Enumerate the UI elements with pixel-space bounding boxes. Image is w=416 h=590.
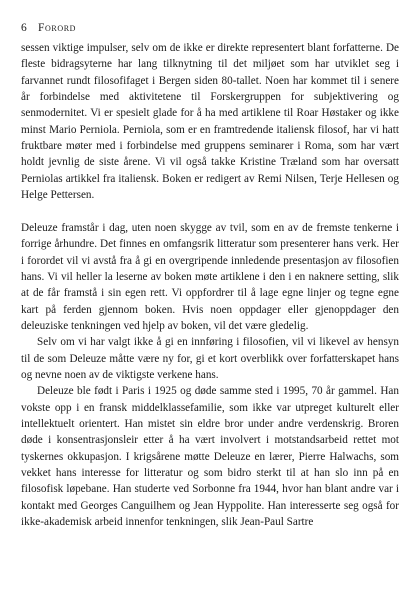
paragraph-acknowledgements: sessen viktige impulser, selv om de ikke er direkte representert blant forfatterne. De fleste bidragsyterne har lang tilknytning til det miljøet som har utviklet seg i farvannet rundt filosofifaget i Bergen siden 80-tallet. Noen har kommet til i senere år forbindelse med aktivitetene til Forskergruppen for subjektivering og senmodernitet. Vi er spesielt glade for å ha med artiklene til Roar Høstaker og ikke minst Mario Perniola. Perniola, som er en framtredende italiensk filosof, har vi hatt fruktbare møter med i forbindelse med gruppens seminarer i Roma, som har vært holdt jevnlig de siste årene. Vi vil også takke Kristine Træland som har oversatt Perniolas artikkel fra italiensk. Boken er redigert av Remi Nilsen, Terje Hellesen og Helge Pettersen. — [21, 42, 399, 202]
paragraph-deleuze-intro: Deleuze framstår i dag, uten noen skygge av tvil, som en av de fremste tenkerne i forrige århundre. Det finnes en omfangsrik litteratur som presenterer hans verk. Her i forordet vil vi avstå fra å gi en overgripende innledende presentasjon av filosofien hans. Vi vil heller la leserne av boken møte artiklene i den i en naknere setting, slik at de får framstå i sin egen rett. Vi oppfordrer til å lage egne linjer og tegne egne kart på ferden gjennom boken. Hvis noen oppdager eller gjenoppdager den deleuziske tenkningen ved hjelp av boken, vil det være gledelig. — [21, 221, 399, 332]
paragraph-biography: Deleuze ble født i Paris i 1925 og døde samme sted i 1995, 70 år gammel. Han vokste opp i en fransk middelklassefamilie, som ikke var utpreget kulturelt eller intellektuelt orientert. Han mistet sin eldre bror under andre verdenskrig. Broren døde i konsentrasjonsleir etter å ha vært involvert i motstandsarbeid rettet mot tyskernes okkupasjon. I krigsårene møtte Deleuze en lærer, Pierre Halwachs, som vekket hans interesse for litteratur og som bidro sterkt til at han slo inn på en filosofisk løpebane. Han studerte ved Sorbonne fra 1944, hvor han blant andre var i kontakt med Georges Canguilhem og Jean Hyppolite. Han interesserte seg også for ikke-akademisk arbeid innenfor tenkningen, slik Jean-Paul Sartre — [21, 385, 399, 529]
section-break — [21, 203, 399, 220]
paragraph-no-introduction: Selv om vi har valgt ikke å gi en innføring i filosofien, vil vi likevel av hensyn til de som Deleuze måtte være ny for, gi et kort overblikk over forfatterskapet hans og nevne noen av de viktigste verkene hans. — [21, 336, 399, 382]
section-title: Forord — [38, 22, 77, 34]
running-head — [21, 20, 399, 36]
book-page — [21, 20, 399, 530]
page-number: 6 — [21, 22, 27, 34]
